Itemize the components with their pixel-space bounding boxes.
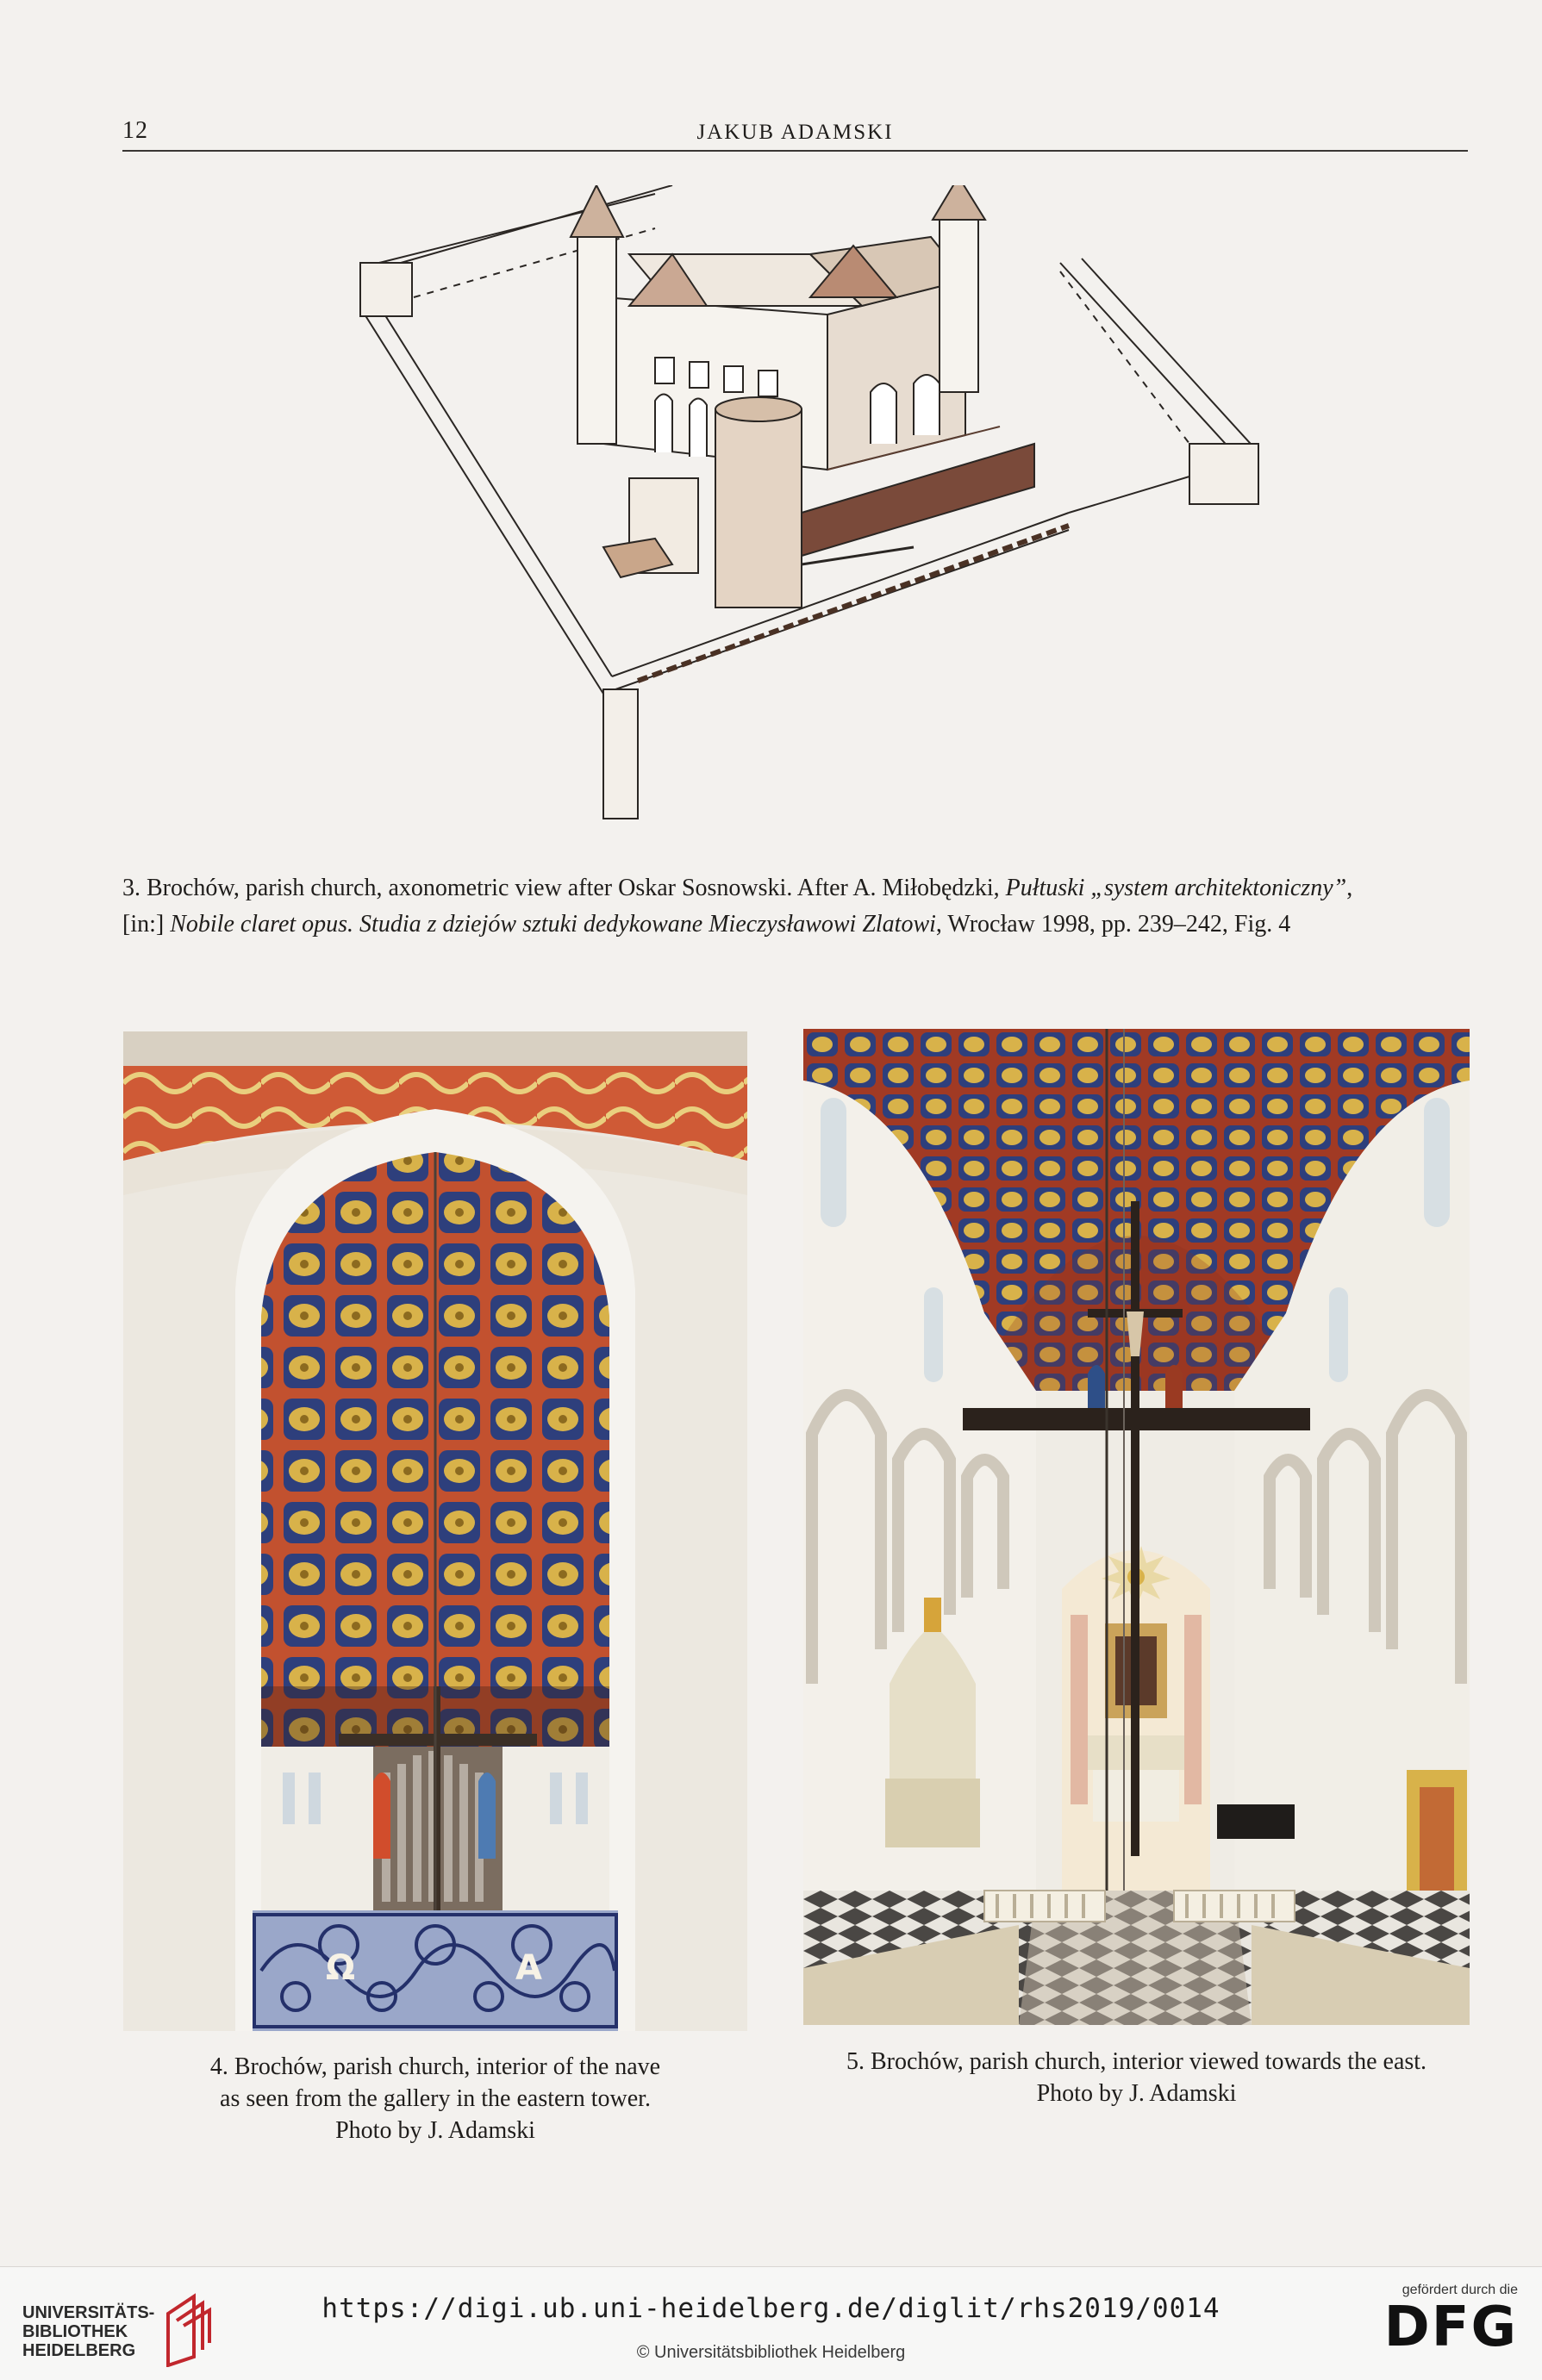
caption-line: as seen from the gallery in the eastern tower. <box>220 2085 651 2112</box>
figure-3-caption <box>122 870 1467 943</box>
caption-line: 3. Brochów, parish church, axonometric view after Oskar Sosnowski. After A. Miłobędzki, Pułtuski „system architektoniczny”, <box>122 875 1353 901</box>
figure-3-axonometric-drawing <box>345 185 1276 857</box>
running-head <box>122 112 1468 152</box>
library-name-line: UNIVERSITÄTS- <box>22 2303 155 2322</box>
figure-5-photo-interior <box>803 1029 1470 2025</box>
svg-text:Ω: Ω <box>326 1948 356 1988</box>
caption-line: 5. Brochów, parish church, interior viewed towards the east. <box>846 2048 1427 2075</box>
running-title: JAKUB ADAMSKI <box>696 121 894 144</box>
caption-line: 4. Brochów, parish church, interior of the nave <box>209 2053 661 2080</box>
dfg-wordmark: DFG <box>1383 2296 1518 2359</box>
library-name-line: HEIDELBERG <box>22 2341 136 2360</box>
figure-5-caption <box>803 2046 1470 2109</box>
caption-line: [in:] Nobile claret opus. Studia z dziejów sztuki dedykowane Mieczysławowi Zlatowi, Wrocław 1998, pp. 239–242, Fig. 4 <box>122 911 1291 938</box>
digitization-footer <box>0 2266 1542 2380</box>
caption-line: Photo by J. Adamski <box>1036 2080 1237 2107</box>
dfg-funding-logo[interactable] <box>1384 2283 1518 2357</box>
funded-by-label: gefördert durch die <box>1402 2283 1518 2297</box>
caption-line: Photo by J. Adamski <box>335 2117 535 2144</box>
page-number: 12 <box>122 117 148 144</box>
library-name-line: BIBLIOTHEK <box>22 2322 128 2341</box>
svg-text:A: A <box>515 1948 542 1988</box>
permalink-url[interactable]: https://digi.ub.uni-heidelberg.de/diglit/rhs2019/0014 <box>322 2293 1220 2324</box>
figure-4-caption <box>123 2051 747 2146</box>
copyright-notice: © Universitätsbibliothek Heidelberg <box>636 2343 906 2362</box>
figure-4-photo-vault <box>123 1031 747 2031</box>
